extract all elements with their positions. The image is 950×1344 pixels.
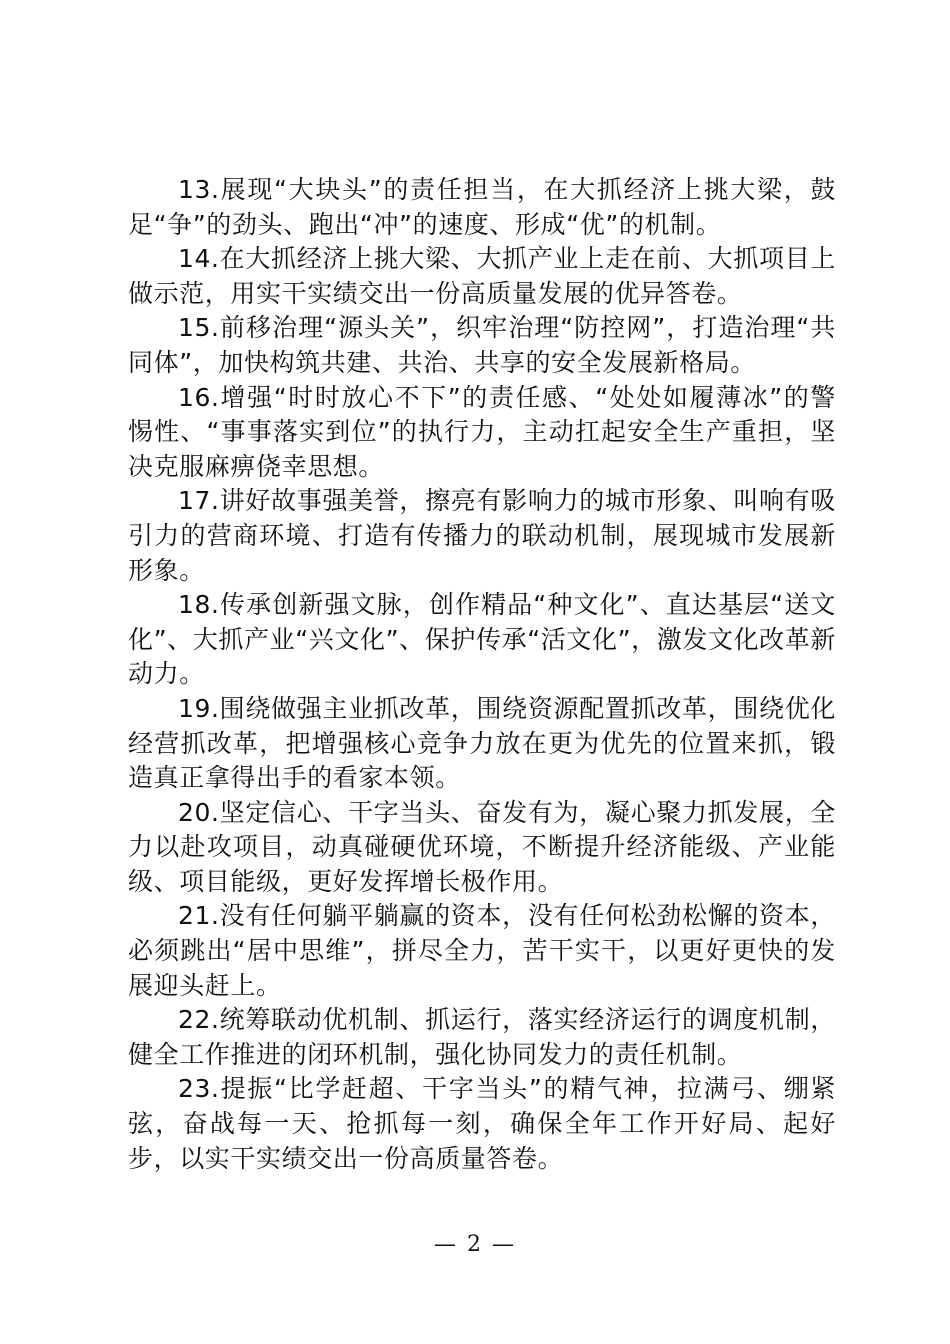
- paragraph-19: 19.围绕做强主业抓改革，围绕资源配置抓改革，围绕优化经营抓改革，把增强核心竞争力放在更为优先的位置来抓，锻造真正拿得出手的看家本领。: [128, 693, 836, 793]
- document-body: [128, 173, 836, 1176]
- paragraph-20: 20.坚定信心、干字当头、奋发有为，凝心聚力抓发展，全力以赴攻项目，动真碰硬优环境，不断提升经济能级、产业能级、项目能级，更好发挥增长极作用。: [128, 797, 836, 896]
- paragraph-22: 22.统筹联动优机制、抓运行，落实经济运行的调度机制，健全工作推进的闭环机制，强化协同发力的责任机制。: [128, 1005, 836, 1069]
- paragraph-18: 18.传承创新强文脉，创作精品“种文化”、直达基层“送文化”、大抓产业“兴文化”、保护传承“活文化”，激发文化改革新动力。: [128, 590, 836, 689]
- paragraph-15: 15.前移治理“源头关”，织牢治理“防控网”，打造治理“共同体”，加快构筑共建、共治、共享的安全发展新格局。: [128, 313, 836, 377]
- paragraph-23: 23.提振“比学赶超、干字当头”的精气神，拉满弓、绷紧弦，奋战每一天、抢抓每一刻，确保全年工作开好局、起好步，以实干实绩交出一份高质量答卷。: [128, 1074, 836, 1173]
- paragraph-16: 16.增强“时时放心不下”的责任感、“处处如履薄冰”的警惕性、“事事落实到位”的执行力，主动扛起安全生产重担，坚决克服麻痹侥幸思想。: [128, 382, 836, 481]
- paragraph-14: 14.在大抓经济上挑大梁、大抓产业上走在前、大抓项目上做示范，用实干实绩交出一份高质量发展的优异答卷。: [128, 244, 836, 308]
- paragraph-17: 17.讲好故事强美誉，擦亮有影响力的城市形象、叫响有吸引力的营商环境、打造有传播力的联动机制，展现城市发展新形象。: [128, 486, 836, 585]
- paragraph-21: 21.没有任何躺平躺赢的资本，没有任何松劲松懈的资本，必须跳出“居中思维”，拼尽全力，苦干实干，以更好更快的发展迎头赶上。: [128, 901, 836, 1000]
- page-number: — 2 —: [434, 1232, 516, 1257]
- paragraph-13: 13.展现“大块头”的责任担当，在大抓经济上挑大梁，鼓足“争”的劲头、跑出“冲”的速度、形成“优”的机制。: [128, 175, 836, 239]
